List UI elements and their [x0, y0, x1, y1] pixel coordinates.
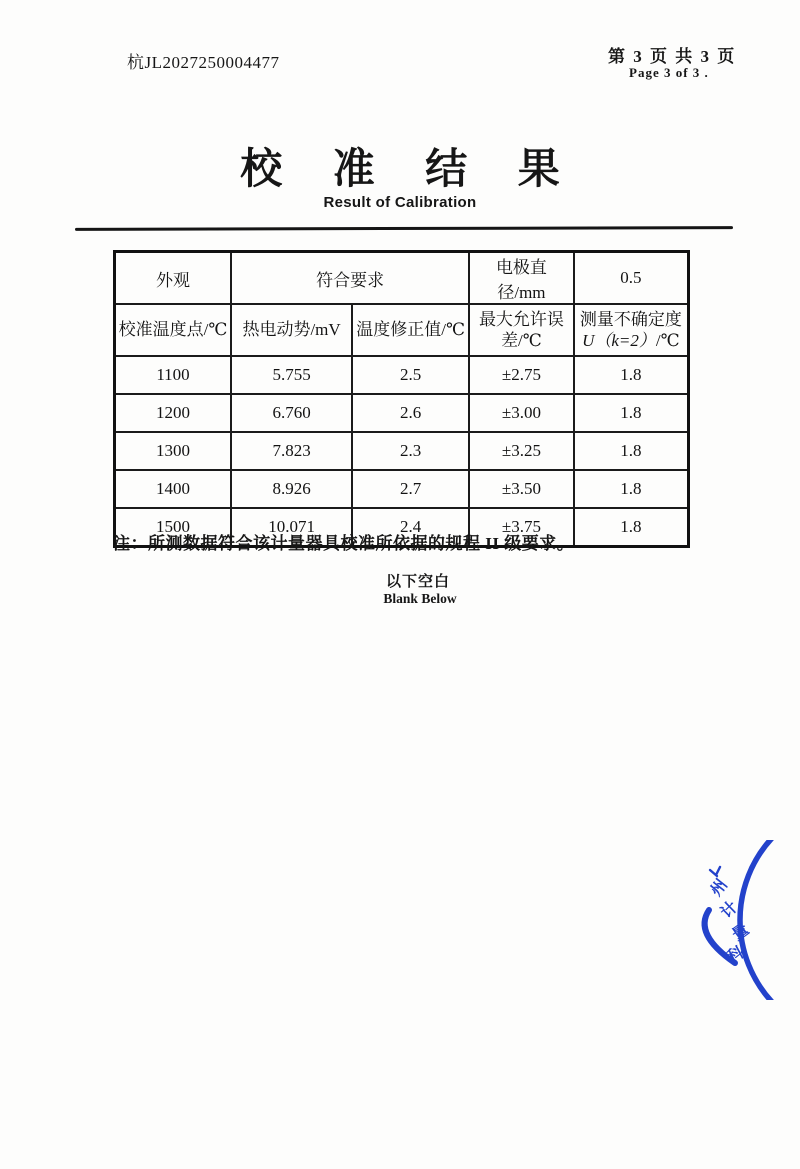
uncertainty-unit: /℃ — [655, 331, 680, 350]
uncertainty-line1: 测量不确定度 — [579, 309, 682, 329]
page-indicator-cn: 第 3 页 共 3 页 — [608, 47, 737, 66]
table-row-appearance — [115, 252, 689, 305]
seal-char: 计 — [717, 898, 742, 922]
seal-char: 科 — [724, 944, 748, 967]
page-title: 校 准 结 果 — [240, 147, 580, 193]
cell-correction: 2.4 — [352, 508, 469, 547]
seal-partial-char — [710, 867, 720, 876]
cell-temp: 1500 — [115, 508, 232, 547]
cell-max-error: ±3.50 — [469, 470, 573, 508]
electrode-diameter-label: 电极直径/mm — [469, 252, 573, 305]
official-seal-stamp — [680, 840, 800, 1000]
cell-max-error: ±3.75 — [469, 508, 573, 547]
cell-temp: 1200 — [115, 394, 232, 432]
electrode-diameter-value: 0.5 — [574, 252, 689, 305]
cell-uncertainty: 1.8 — [574, 432, 689, 470]
cell-uncertainty: 1.8 — [574, 470, 689, 508]
cell-temp: 1100 — [115, 356, 232, 394]
blank-below-cn: 以下空白 — [385, 574, 450, 590]
seal-outer-ring — [740, 840, 800, 1000]
col-header-correction: 温度修正值/℃ — [352, 304, 469, 356]
appearance-label: 外观 — [115, 252, 232, 305]
title-divider — [75, 226, 733, 231]
page-indicator-en: Page 3 of 3 . — [629, 65, 709, 80]
page-subtitle: Result of Calibration — [323, 194, 477, 211]
uncertainty-expression: U（k=2） — [582, 331, 656, 350]
calibration-results-table — [113, 250, 690, 548]
cell-uncertainty: 1.8 — [574, 356, 689, 394]
cell-correction: 2.7 — [352, 470, 469, 508]
table-header-row — [115, 304, 689, 356]
cell-emf: 7.823 — [231, 432, 352, 470]
col-header-temperature: 校准温度点/℃ — [115, 304, 232, 356]
cell-correction: 2.5 — [352, 356, 469, 394]
cell-correction: 2.6 — [352, 394, 469, 432]
cell-max-error: ±3.25 — [469, 432, 573, 470]
table-row — [115, 356, 689, 394]
cell-correction: 2.3 — [352, 432, 469, 470]
cell-emf: 10.071 — [231, 508, 352, 547]
cell-temp: 1300 — [115, 432, 232, 470]
cell-emf: 8.926 — [231, 470, 352, 508]
cell-uncertainty: 1.8 — [574, 508, 689, 547]
cell-emf: 5.755 — [231, 356, 352, 394]
cell-uncertainty: 1.8 — [574, 394, 689, 432]
certificate-number: 杭JL2027250004477 — [127, 53, 280, 72]
table-row — [115, 394, 689, 432]
seal-char: 州 — [707, 876, 732, 900]
cell-max-error: ±3.00 — [469, 394, 573, 432]
table-row — [115, 432, 689, 470]
blank-below-en: Blank Below — [383, 591, 457, 606]
cell-temp: 1400 — [115, 470, 232, 508]
cell-emf: 6.760 — [231, 394, 352, 432]
appearance-value: 符合要求 — [231, 252, 469, 305]
seal-char: 量 — [729, 921, 753, 945]
cell-max-error: ±2.75 — [469, 356, 573, 394]
col-header-max-error: 最大允许误差/℃ — [469, 304, 573, 356]
col-header-uncertainty — [574, 304, 689, 356]
col-header-emf: 热电动势/mV — [231, 304, 352, 356]
table-row — [115, 470, 689, 508]
compliance-note: 注：所测数据符合该计量器具校准所依据的规程 II 级要求。 — [113, 534, 575, 553]
